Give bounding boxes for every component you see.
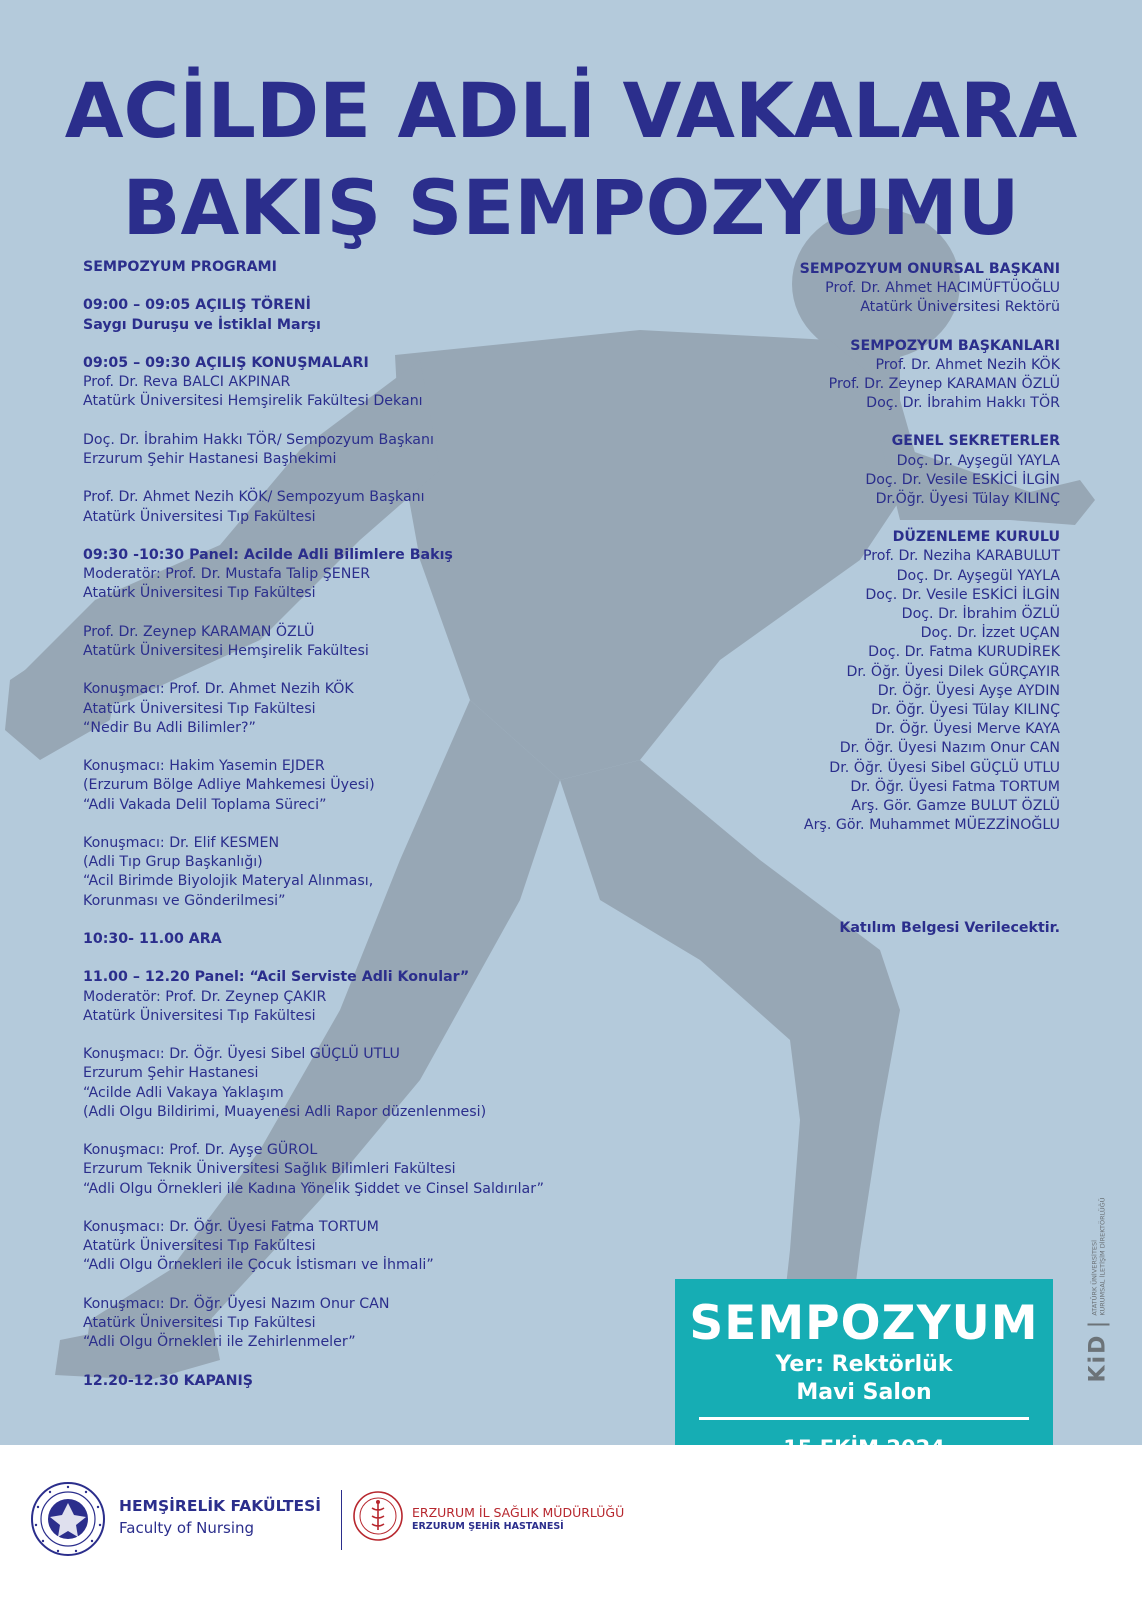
spacer	[83, 949, 663, 968]
committee-member: Prof. Dr. Ahmet Nezih KÖK	[875, 356, 1060, 373]
program-section-heading: 12.20-12.30 KAPANIŞ	[83, 1372, 253, 1389]
kid-divider	[1087, 1324, 1109, 1326]
program-line: “Acil Birimde Biyolojik Materyal Alınması,	[83, 873, 374, 890]
program-line: Atatürk Üniversitesi Tıp Fakültesi	[83, 700, 316, 717]
program-section-heading: 09:05 – 09:30 AÇILIŞ KONUŞMALARI	[83, 354, 369, 371]
committee-heading: SEMPOZYUM ONURSAL BAŞKANI	[799, 261, 1060, 277]
event-venue-line-2: Mavi Salon	[796, 1380, 932, 1405]
committee-member: Arş. Gör. Gamze BULUT ÖZLÜ	[851, 798, 1060, 815]
program-line: Prof. Dr. Zeynep KARAMAN ÖZLÜ	[83, 623, 315, 640]
committee-member: Doç. Dr. İzzet UÇAN	[920, 625, 1060, 642]
program-section-heading: Saygı Duruşu ve İstiklal Marşı	[83, 316, 321, 333]
program-line: Erzurum Şehir Hastanesi	[83, 1065, 259, 1082]
committee-member: Dr. Öğr. Üyesi Dilek GÜRÇAYIR	[846, 663, 1060, 680]
program-line: “Adli Olgu Örnekleri ile Kadına Yönelik Şiddet ve Cinsel Saldırılar”	[83, 1180, 545, 1197]
spacer	[83, 815, 663, 834]
committee-member: Dr. Öğr. Üyesi Nazım Onur CAN	[839, 740, 1060, 757]
program-line: (Adli Olgu Bildirimi, Muayenesi Adli Rapor düzenlenmesi)	[83, 1103, 487, 1120]
program-line: “Nedir Bu Adli Bilimler?”	[83, 719, 256, 736]
program-line: Konuşmacı: Dr. Elif KESMEN	[83, 834, 280, 851]
committee-member: Doç. Dr. Vesile ESKİCİ İLGİN	[865, 471, 1060, 488]
program-line: Atatürk Üniversitesi Hemşirelik Fakültesi	[83, 642, 369, 659]
committee-member: Prof. Dr. Ahmet HACIMÜFTÜOĞLU	[825, 280, 1060, 297]
spacer	[83, 335, 663, 354]
committee-member: Dr. Öğr. Üyesi Fatma TORTUM	[850, 778, 1060, 795]
program-line: Prof. Dr. Ahmet Nezih KÖK/ Sempozyum Başkanı	[83, 489, 425, 506]
committee-member: Dr. Öğr. Üyesi Tülay KILINÇ	[871, 702, 1060, 719]
spacer	[83, 277, 663, 296]
kid-line-2: KURUMSAL İLETİŞİM DİREKTÖRLÜĞÜ	[1098, 1197, 1106, 1316]
committee-heading: SEMPOZYUM BAŞKANLARI	[850, 337, 1060, 354]
kid-logo: KiD	[1085, 1333, 1111, 1383]
program-column	[83, 258, 663, 1391]
program-line: Doç. Dr. İbrahim Hakkı TÖR/ Sempozyum Başkanı	[83, 431, 434, 448]
program-line: Atatürk Üniversitesi Tıp Fakültesi	[83, 508, 316, 525]
program-line: (Adli Tıp Grup Başkanlığı)	[83, 854, 263, 871]
committee-heading: DÜZENLEME KURULU	[892, 529, 1060, 546]
committee-member: Atatürk Üniversitesi Rektörü	[860, 299, 1060, 316]
program-line: Erzurum Şehir Hastanesi Başhekimi	[83, 450, 337, 467]
spacer	[83, 412, 663, 431]
program-line: Konuşmacı: Prof. Dr. Ayşe GÜROL	[83, 1142, 318, 1159]
faculty-name-tr: HEMŞİRELİK FAKÜLTESİ	[119, 1497, 322, 1515]
university-seal-icon	[30, 1481, 106, 1557]
title-line-2: BAKIŞ SEMPOZYUMU	[122, 163, 1020, 252]
committee-member: Dr. Öğr. Üyesi Ayşe AYDIN	[877, 682, 1060, 699]
program-line: “Adli Olgu Örnekleri ile Zehirlenmeler”	[83, 1334, 356, 1351]
program-section-heading: 11.00 – 12.20 Panel: “Acil Serviste Adli Konular”	[83, 969, 470, 986]
committee-member: Doç. Dr. Ayşegül YAYLA	[896, 567, 1060, 584]
program-line: “Adli Olgu Örnekleri ile Çocuk İstismarı ve İhmali”	[83, 1257, 434, 1274]
program-line: Moderatör: Prof. Dr. Mustafa Talip ŞENER	[83, 566, 371, 583]
program-line: Atatürk Üniversitesi Tıp Fakültesi	[83, 1238, 316, 1255]
program-line: Konuşmacı: Hakim Yasemin EJDER	[83, 758, 325, 775]
spacer	[83, 661, 663, 680]
program-line: “Acilde Adli Vakaya Yaklaşım	[83, 1084, 284, 1101]
committee-member: Doç. Dr. Ayşegül YAYLA	[896, 452, 1060, 469]
spacer	[83, 527, 663, 546]
program-line: Konuşmacı: Dr. Öğr. Üyesi Sibel GÜÇLÜ UTLU	[83, 1046, 400, 1063]
committee-member: Dr.Öğr. Üyesi Tülay KILINÇ	[875, 491, 1060, 508]
committees-column	[620, 260, 1060, 835]
program-line: Atatürk Üniversitesi Tıp Fakültesi	[83, 1007, 316, 1024]
program-line: “Adli Vakada Delil Toplama Süreci”	[83, 796, 327, 813]
program-line: Erzurum Teknik Üniversitesi Sağlık Bilimleri Fakültesi	[83, 1161, 456, 1178]
committee-member: Doç. Dr. İbrahim Hakkı TÖR	[866, 395, 1060, 412]
health-directorate-name: ERZURUM İL SAĞLIK MÜDÜRLÜĞÜ	[412, 1505, 625, 1520]
program-line: Moderatör: Prof. Dr. Zeynep ÇAKIR	[83, 988, 327, 1005]
city-hospital-name: ERZURUM ŞEHİR HASTANESİ	[412, 1521, 564, 1532]
program-line: Korunması ve Gönderilmesi”	[83, 892, 286, 909]
title-line-1: ACİLDE ADLİ VAKALARA	[64, 66, 1078, 155]
committee-member: Arş. Gör. Muhammet MÜEZZİNOĞLU	[803, 817, 1060, 834]
program-line: Atatürk Üniversitesi Tıp Fakültesi	[83, 585, 316, 602]
program-section-heading: 10:30- 11.00 ARA	[83, 930, 222, 947]
program-section-heading: 09:30 -10:30 Panel: Acilde Adli Bilimlere Bakış	[83, 546, 453, 563]
committee-member: Doç. Dr. İbrahim ÖZLÜ	[901, 606, 1060, 623]
spacer	[83, 604, 663, 623]
spacer	[620, 413, 1060, 432]
program-line: Konuşmacı: Dr. Öğr. Üyesi Nazım Onur CAN	[83, 1295, 390, 1312]
committee-heading: GENEL SEKRETERLER	[891, 433, 1060, 450]
program-lines	[83, 296, 663, 1390]
kid-mark	[1076, 1170, 1120, 1410]
spacer	[620, 318, 1060, 337]
program-line: (Erzurum Bölge Adliye Mahkemesi Üyesi)	[83, 777, 375, 794]
spacer	[83, 1352, 663, 1371]
certificate-note: Katılım Belgesi Verilecektir.	[839, 920, 1060, 936]
committee-member: Dr. Öğr. Üyesi Sibel GÜÇLÜ UTLU	[829, 759, 1060, 776]
event-title: SEMPOZYUM	[689, 1296, 1039, 1351]
spacer	[83, 1276, 663, 1295]
spacer	[620, 509, 1060, 528]
program-line: Konuşmacı: Prof. Dr. Ahmet Nezih KÖK	[83, 681, 354, 698]
spacer	[83, 469, 663, 488]
committee-member: Prof. Dr. Zeynep KARAMAN ÖZLÜ	[828, 376, 1060, 393]
program-section-heading: 09:00 – 09:05 AÇILIŞ TÖRENİ	[83, 297, 311, 314]
spacer	[83, 1026, 663, 1045]
committee-member: Prof. Dr. Neziha KARABULUT	[862, 548, 1060, 565]
program-heading: SEMPOZYUM PROGRAMI	[83, 259, 277, 275]
health-ministry-emblem-icon	[352, 1490, 404, 1542]
committee-member: Dr. Öğr. Üyesi Merve KAYA	[875, 721, 1060, 738]
program-line: Konuşmacı: Dr. Öğr. Üyesi Fatma TORTUM	[83, 1218, 379, 1235]
faculty-name-en: Faculty of Nursing	[119, 1519, 255, 1537]
kid-line-1: ATATÜRK ÜNİVERSİTESİ	[1090, 1239, 1098, 1316]
program-line: Atatürk Üniversitesi Hemşirelik Fakültesi Dekanı	[83, 393, 423, 410]
program-line: Atatürk Üniversitesi Tıp Fakültesi	[83, 1314, 316, 1331]
event-venue-line-1: Yer: Rektörlük	[775, 1352, 953, 1377]
committee-member: Doç. Dr. Vesile ESKİCİ İLGİN	[865, 586, 1060, 603]
program-line: Prof. Dr. Reva BALCI AKPINAR	[83, 374, 291, 391]
event-divider	[699, 1417, 1029, 1420]
spacer	[83, 911, 663, 930]
spacer	[83, 1122, 663, 1141]
spacer	[83, 1199, 663, 1218]
committee-member: Doç. Dr. Fatma KURUDİREK	[868, 644, 1060, 661]
footer-divider	[341, 1490, 342, 1550]
spacer	[83, 738, 663, 757]
